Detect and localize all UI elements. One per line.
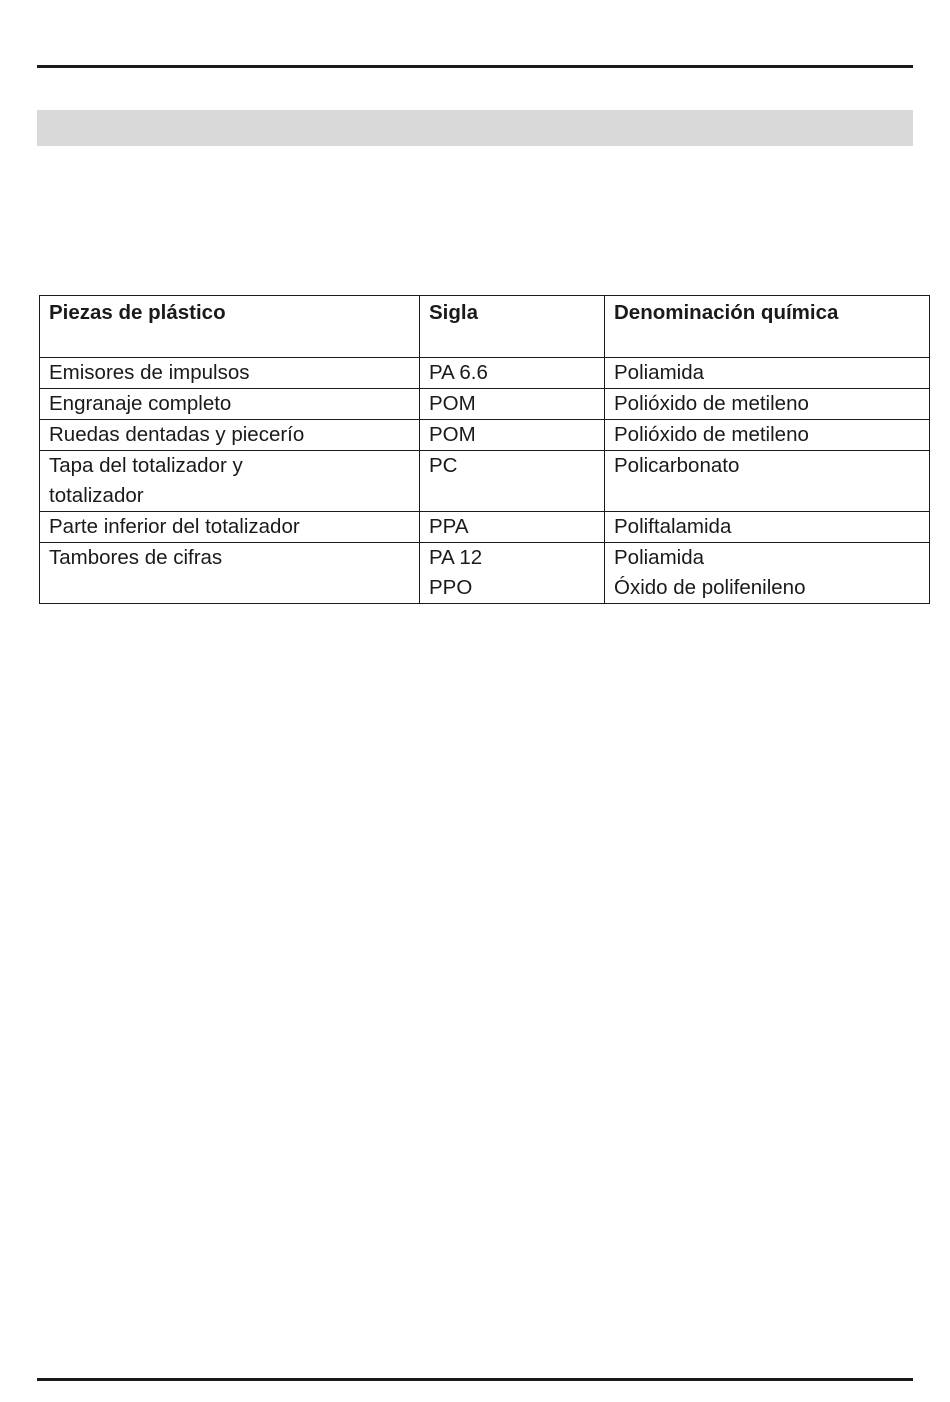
cell-code: [420, 358, 605, 389]
cell-line: Engranaje completo: [49, 392, 232, 415]
cell-chemical: [605, 420, 930, 451]
header-plastic-parts: Piezas de plástico: [40, 296, 420, 358]
cell-line: totalizador: [49, 484, 144, 507]
cell-line: Tambores de cifras: [49, 546, 223, 569]
cell-chemical: [605, 543, 930, 604]
cell-line: PA 6.6: [429, 361, 488, 384]
cell-code: [420, 543, 605, 604]
cell-line: PA 12: [429, 546, 483, 569]
cell-line: Policarbonato: [614, 454, 740, 477]
table-row: [40, 512, 930, 543]
cell-code: [420, 512, 605, 543]
cell-line: POM: [429, 423, 476, 446]
cell-code: [420, 389, 605, 420]
cell-part: [40, 512, 420, 543]
table-row: [40, 543, 930, 604]
cell-line: PPO: [429, 576, 473, 599]
footer-rule: [37, 1378, 913, 1381]
header-chemical-name: Denominación química: [605, 296, 930, 358]
section-heading-band: [37, 110, 913, 146]
cell-line: PC: [429, 454, 458, 477]
cell-code: [420, 420, 605, 451]
cell-line: Poliamida: [614, 546, 705, 569]
plastic-parts-table: [39, 295, 930, 604]
cell-line: Poliftalamida: [614, 515, 732, 538]
table-header-row: [40, 296, 930, 358]
cell-line: Poliamida: [614, 361, 705, 384]
cell-part: [40, 451, 420, 512]
cell-line: PPA: [429, 515, 469, 538]
cell-chemical: [605, 512, 930, 543]
cell-line: Tapa del totalizador y: [49, 454, 243, 477]
cell-chemical: [605, 389, 930, 420]
table-row: [40, 389, 930, 420]
cell-code: [420, 451, 605, 512]
table-row: [40, 420, 930, 451]
cell-line: Óxido de polifenileno: [614, 576, 806, 599]
header-rule: [37, 65, 913, 68]
cell-part: [40, 358, 420, 389]
cell-line: Polióxido de metileno: [614, 392, 809, 415]
table-row: [40, 358, 930, 389]
header-code: Sigla: [420, 296, 605, 358]
table-row: [40, 451, 930, 512]
cell-line: POM: [429, 392, 476, 415]
cell-line: Ruedas dentadas y piecerío: [49, 423, 305, 446]
cell-line: Parte inferior del totalizador: [49, 515, 300, 538]
cell-part: [40, 389, 420, 420]
cell-chemical: [605, 451, 930, 512]
cell-chemical: [605, 358, 930, 389]
cell-part: [40, 420, 420, 451]
cell-line: Emisores de impulsos: [49, 361, 250, 384]
cell-part: [40, 543, 420, 604]
cell-line: Polióxido de metileno: [614, 423, 809, 446]
